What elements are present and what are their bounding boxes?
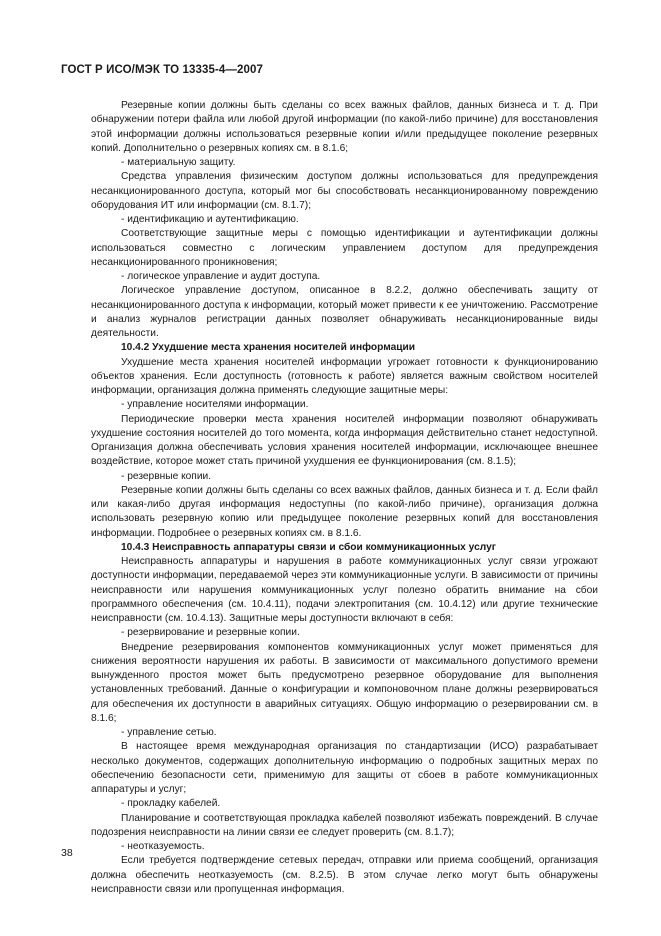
paragraph: Если требуется подтверждение сетевых передач, отправки или приема сообщений, организация должна обеспечить неотказуемость (см. 8.2.5). В этом случае легко могут быть обнаружены неисправности связи или пропущенная информация. bbox=[91, 855, 598, 895]
list-item: - резервирование и резервные копии. bbox=[121, 627, 300, 639]
section-heading: 10.4.3 Неисправность аппаратуры связи и сбои коммуникационных услуг bbox=[121, 541, 496, 553]
paragraph: Периодические проверки места хранения носителей информации позволяют обнаруживать ухудшение состояния носителей до того момента, когда информация действительно станет недоступной. Организация должна обеспечивать условия хранения носителей информации, исключающее внешнее воздействие, которое может стать причиной ухудшения ее функционирования (см. 8.1.5); bbox=[91, 413, 598, 468]
list-item: - неотказуемость. bbox=[121, 841, 205, 852]
list-item: - управление носителями информации. bbox=[121, 399, 309, 411]
paragraph: Внедрение резервирования компонентов коммуникационных услуг может применяться для снижения вероятности нарушения их работы. В зависимости от максимального допустимого времени вынужденного простоя может быть предусмотрено резервное оборудование для выполнения установленных требований. Данные о конфигурации и компоновочном плане должны резервироваться для обеспечения их доступности в аварийных ситуациях. Общую информацию о резервировании см. в 8.1.6; bbox=[91, 641, 598, 724]
paragraph: Ухудшение места хранения носителей информации угрожает готовности к функционированию объектов хранения. Если доступность (готовность к работе) является важным свойством носителей информации, организация должна применять следующие защитные меры: bbox=[91, 356, 598, 396]
paragraph: Соответствующие защитные меры с помощью идентификации и аутентификации должны использоваться совместно с логическим управлением доступом для предупреждения несанкционированного проникновения; bbox=[91, 228, 598, 268]
list-item: - резервные копии. bbox=[121, 470, 212, 482]
document-body bbox=[91, 99, 598, 897]
list-item: - логическое управление и аудит доступа. bbox=[121, 271, 321, 282]
paragraph: Средства управления физическим доступом должны использоваться для предупреждения несанкционированного доступа, который мог бы способствовать несанкционированному повреждению оборудования ИТ или информации (см. 8.1.7); bbox=[91, 171, 598, 211]
page-number: 38 bbox=[61, 847, 73, 859]
paragraph: Планирование и соответствующая прокладка кабелей позволяют избежать повреждений. В случае подозрения неисправности на линии связи ее следует проверить (см. 8.1.7); bbox=[91, 812, 598, 838]
document-header: ГОСТ Р ИСО/МЭК ТО 13335-4—2007 bbox=[61, 64, 263, 76]
paragraph: Резервные копии должны быть сделаны со всех важных файлов, данных бизнеса и т. д. Если файл или какая-либо другая информация недоступны (по какой-либо причине), организация должна использовать резервную копию или предыдущее поколение резервных копий для восстановления информации. Подробнее о резервных копиях см. в 8.1.6. bbox=[91, 484, 598, 539]
list-item: - материальную защиту. bbox=[121, 157, 236, 168]
paragraph: В настоящее время международная организация по стандартизации (ИСО) разрабатывает несколько документов, содержащих дополнительную информацию о подробных защитных мерах по обеспечению безопасности сети, применимую для защиты от сбоев в работе коммуникационных аппаратуры и услуг; bbox=[91, 741, 598, 795]
section-heading: 10.4.2 Ухудшение места хранения носителей информации bbox=[121, 342, 416, 354]
paragraph: Неисправность аппаратуры и нарушения в работе коммуникационных услуг связи угрожают доступности информации, передаваемой через эти коммуникационные услуги. В зависимости от причины неисправности или нарушения коммуникационных услуг полезно обратить внимание на сбои программного обеспечения (см. 10.4.11), подачи электропитания (см. 10.4.12) или другие технические неисправности (см. 10.4.13). Защитные меры доступности включают в себя: bbox=[91, 556, 598, 624]
paragraph: Резервные копии должны быть сделаны со всех важных файлов, данных бизнеса и т. д. При обнаружении потери файла или любой другой информации (по какой-либо причине) для восстановления этой информации должны использоваться резервные копии и/или предыдущее поколение резервных копий. Дополнительно о резервных копиях см. в 8.1.6; bbox=[91, 100, 598, 154]
list-item: - прокладку кабелей. bbox=[121, 798, 221, 810]
list-item: - управление сетью. bbox=[121, 727, 217, 738]
paragraph: Логическое управление доступом, описанное в 8.2.2, должно обеспечивать защиту от несанкционированного доступа к информации, который может привести к ее уничтожению. Рассмотрение и анализ журналов регистрации данных позволяет обнаруживать несанкционированные виды деятельности. bbox=[91, 285, 598, 339]
list-item: - идентификацию и аутентификацию. bbox=[121, 214, 299, 225]
